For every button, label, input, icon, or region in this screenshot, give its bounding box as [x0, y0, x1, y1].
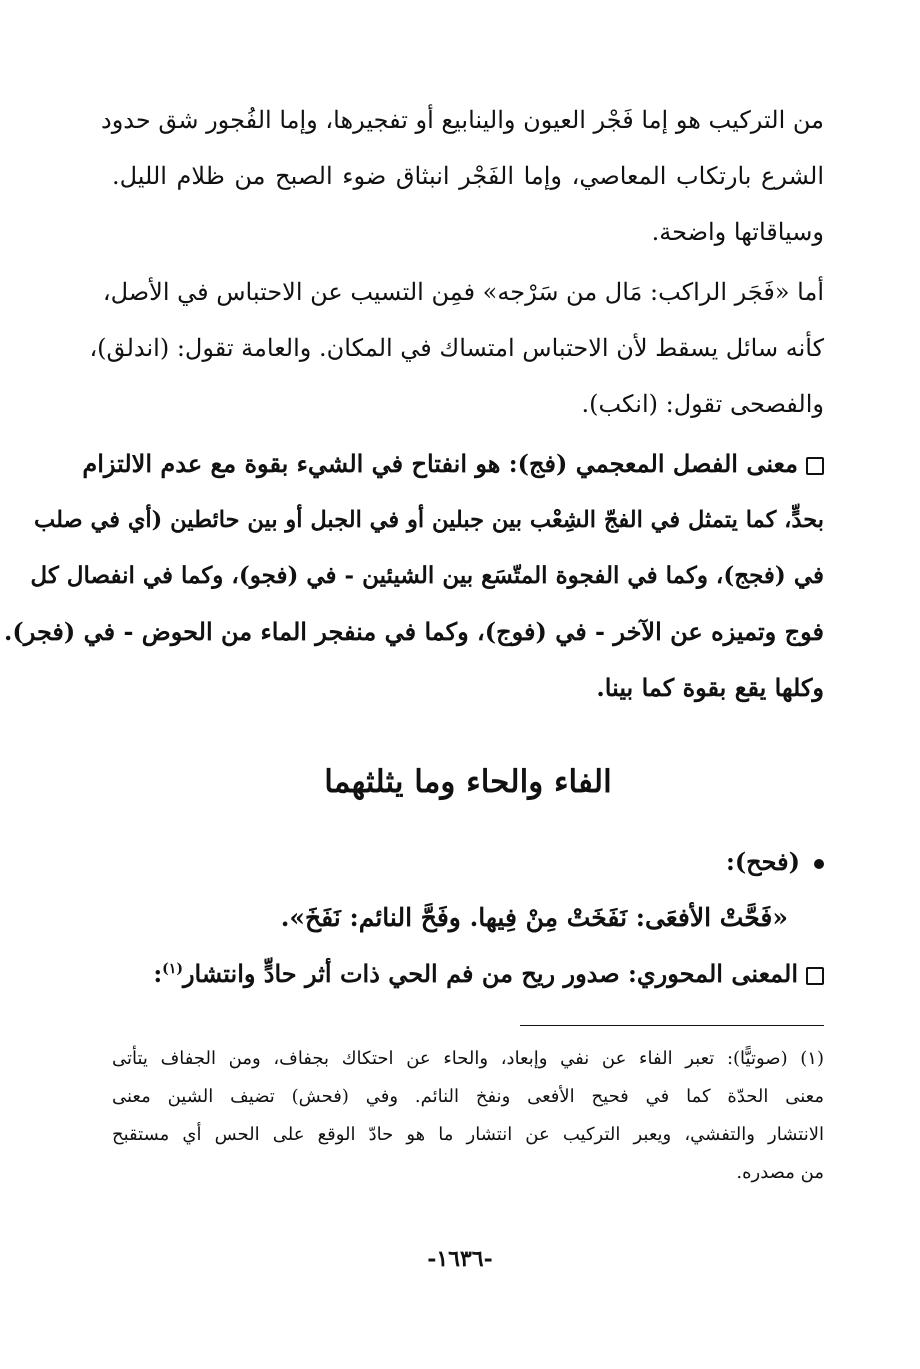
text-line	[82, 436, 824, 492]
footnote-line: من مصدره.	[736, 1162, 824, 1183]
text-line: وكلها يقع بقوة كما بينا.	[596, 673, 824, 702]
paragraph-fajar-rakib	[89, 264, 824, 432]
text-line-content: معنى الفصل المعجمي (فج): هو انفتاح في الشيء بقوة مع عدم الالتزام	[82, 449, 798, 478]
footnote-separator	[520, 1025, 824, 1026]
footnote-marker: (١)	[162, 961, 183, 977]
entry-meaning	[112, 946, 824, 1002]
bullet-icon	[814, 859, 824, 869]
entry-meaning-text: المعنى المحوري: صدور ريح من فم الحي ذات أثر حادٍّ وانتشار	[182, 959, 798, 988]
footnote-line: الانتشار والتفشي، ويعبر التركيب عن انتشار ما هو حادّ الوقع على الحس أي مستقبح	[112, 1124, 824, 1145]
entry-root	[112, 834, 824, 890]
text-line: بحدٍّ، كما يتمثل في الفجّ الشِعْب بين جبلين أو في الجبل أو بين حائطين (أي في صلب	[34, 507, 824, 533]
paragraph-fajr-meanings	[101, 92, 824, 260]
text-line: وسياقاتها واضحة.	[651, 218, 824, 246]
text-line: والفصحى تقول: (انكب).	[581, 390, 824, 418]
page-number: -١٦٣٦-	[427, 1246, 493, 1272]
text-line: في (فجج)، وكما في الفجوة المتّسَع بين الشيئين - في (فجو)، وكما في انفصال كل	[30, 562, 824, 589]
paragraph-lexical-meaning	[3, 436, 824, 716]
text-line: من التركيب هو إما فَجْر العيون والينابيع أو تفجيرها، وإما الفُجور شق حدود	[101, 106, 824, 134]
text-line: فوج وتميزه عن الآخر - في (فوج)، وكما في منفجر الماء من الحوض - في (فجر).	[3, 617, 824, 646]
footnote-line: معنى الحدّة كما في فحيح الأفعى ونفخ النائم. وفي (فحش) تضيف الشين معنى	[112, 1086, 824, 1107]
section-heading: الفاء والحاء وما يثلثهما	[324, 764, 612, 800]
text-line: أما «فَجَر الراكب: مَال من سَرْجه» فمِن التسيب عن الاحتباس في الأصل،	[102, 278, 824, 306]
footnotes	[112, 1040, 824, 1192]
footnote-line: (١) (صوتيًّا): تعبر الفاء عن نفي وإبعاد، والحاء عن احتكاك بجفاف، ومن الجفاف يتأتى	[112, 1048, 824, 1069]
main-text	[3, 92, 824, 1002]
entry-meaning-colon: :	[153, 959, 163, 988]
entry-quote: «فَحَّتْ الأفعَى: نَفَخَتْ مِنْ فِيها. وفَحَّ النائم: نَفَخَ».	[280, 903, 788, 932]
square-box-icon	[806, 457, 824, 475]
square-box-icon	[806, 967, 824, 985]
text-line: كأنه سائل يسقط لأن الاحتباس امتساك في المكان. والعامة تقول: (اندلق)،	[89, 334, 824, 362]
text-line: الشرع بارتكاب المعاصي، وإما الفَجْر انبثاق ضوء الصبح من ظلام الليل.	[112, 162, 824, 190]
entry-root-label: (فحح):	[725, 847, 800, 876]
